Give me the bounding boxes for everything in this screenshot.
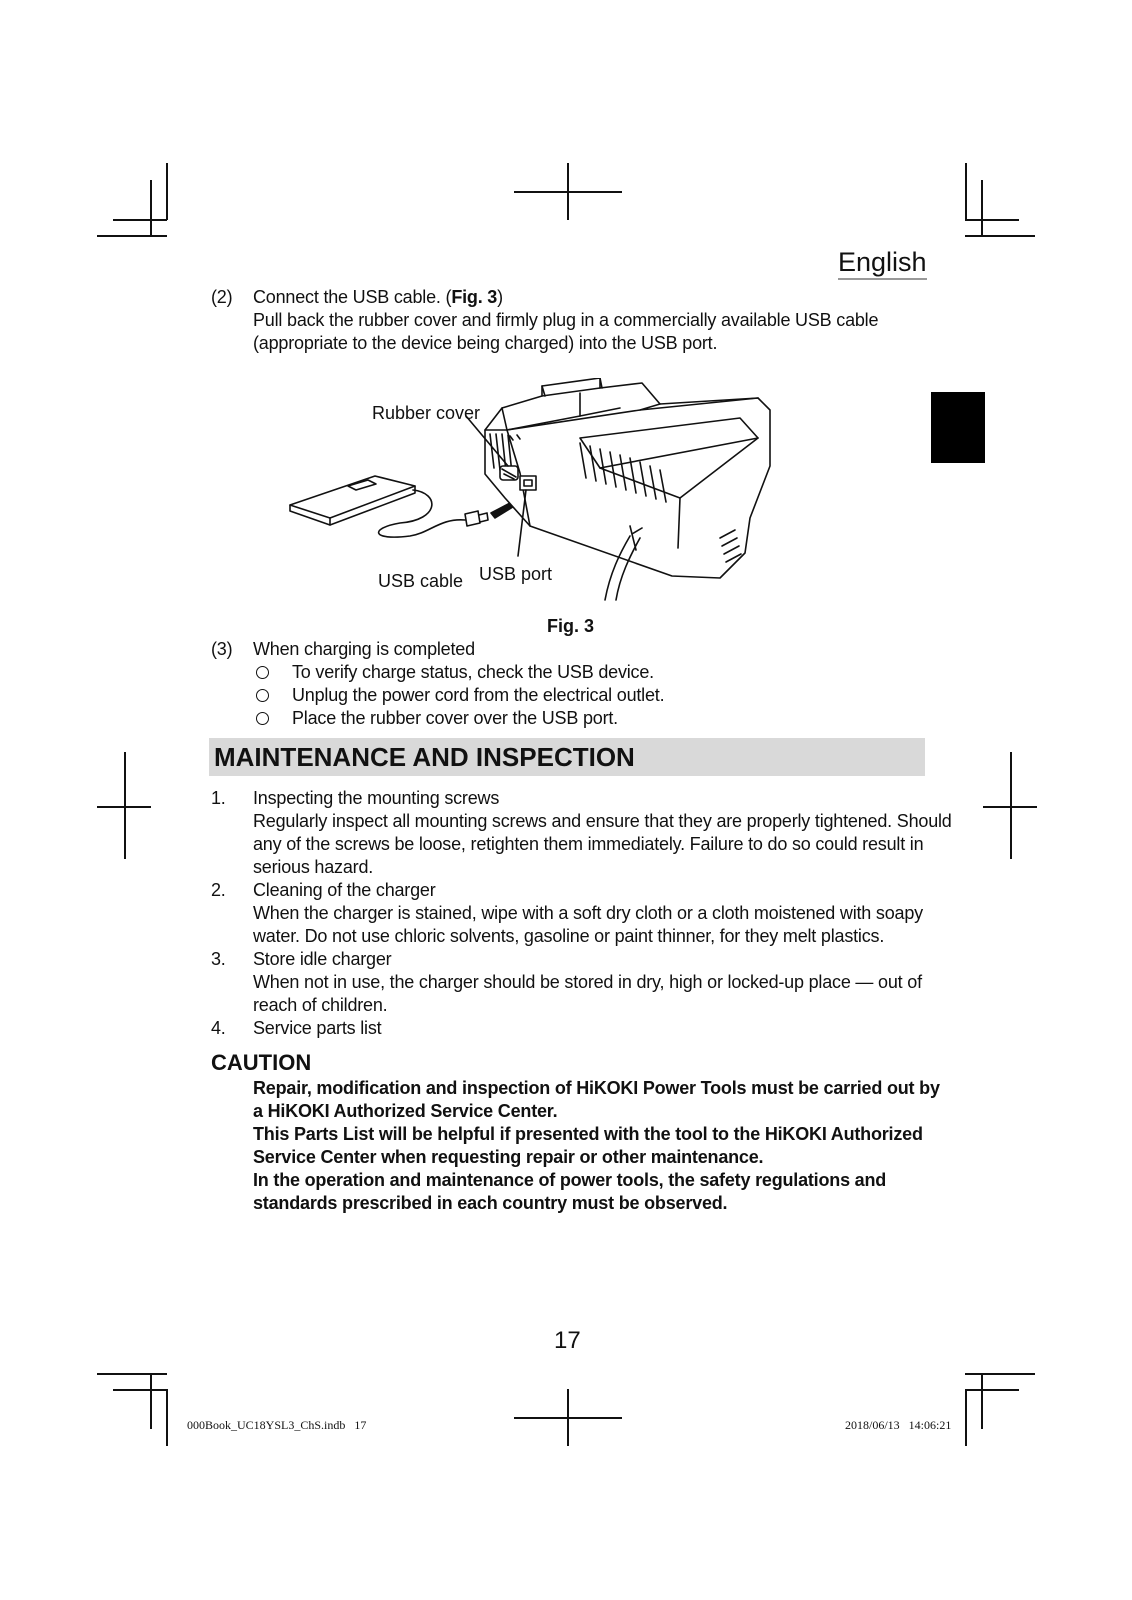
item-text-line: Regularly inspect all mounting screws and ensure that they are properly tightened. Should	[253, 811, 952, 831]
caution-heading: CAUTION	[211, 1050, 312, 1075]
step-2-text-line: Pull back the rubber cover and firmly plug in a commercially available USB cable	[253, 310, 879, 330]
item-title: Cleaning of the charger	[253, 880, 436, 900]
item-title: Service parts list	[253, 1018, 382, 1038]
language-label: English	[838, 246, 927, 280]
caution-text-line: a HiKOKI Authorized Service Center.	[253, 1101, 558, 1121]
step-3-bullet: Unplug the power cord from the electrical outlet.	[292, 685, 665, 705]
label-rubber-cover: Rubber cover	[372, 403, 481, 423]
caution-text-line: Service Center when requesting repair or other maintenance.	[253, 1147, 764, 1167]
page-number: 17	[554, 1327, 581, 1354]
bullet-circle-icon	[256, 666, 269, 679]
label-usb-port: USB port	[479, 564, 553, 584]
caution-text-line: In the operation and maintenance of power tools, the safety regulations and	[253, 1170, 887, 1190]
section-heading: MAINTENANCE AND INSPECTION	[214, 742, 635, 772]
item-text-line: any of the screws be loose, retighten them immediately. Failure to do so could result in	[253, 834, 924, 854]
caution-text-line: This Parts List will be helpful if presented with the tool to the HiKOKI Authorized	[253, 1124, 923, 1144]
section-heading-bar	[209, 738, 925, 776]
slug-timestamp: 2018/06/13 14:06:21	[845, 1418, 952, 1432]
step-2-text-line: (appropriate to the device being charged) into the USB port.	[253, 333, 718, 353]
item-title: Store idle charger	[253, 949, 392, 969]
step-2-number: (2)	[211, 287, 233, 307]
item-text-line: serious hazard.	[253, 857, 374, 877]
item-title: Inspecting the mounting screws	[253, 788, 500, 808]
caution-text-line: standards prescribed in each country must be observed.	[253, 1193, 728, 1213]
step-3-title: When charging is completed	[253, 639, 475, 659]
caution-text-line: Repair, modification and inspection of HiKOKI Power Tools must be carried out by	[253, 1078, 940, 1098]
item-number: 1.	[211, 788, 226, 808]
item-number: 3.	[211, 949, 226, 969]
item-text-line: When not in use, the charger should be stored in dry, high or locked-up place — out of	[253, 972, 922, 992]
section-tab-marker	[931, 392, 985, 463]
step-2-title: Connect the USB cable. (Fig. 3)	[253, 287, 503, 307]
label-usb-cable: USB cable	[378, 571, 464, 591]
slug-file-info: 000Book_UC18YSL3_ChS.indb 17	[187, 1418, 367, 1432]
bullet-circle-icon	[256, 689, 269, 702]
step-3-bullet: Place the rubber cover over the USB port.	[292, 708, 618, 728]
step-3-bullet: To verify charge status, check the USB device.	[292, 662, 654, 682]
bullet-circle-icon	[256, 712, 269, 725]
item-text-line: water. Do not use chloric solvents, gasoline or paint thinner, for they melt plastics.	[253, 926, 885, 946]
item-text-line: When the charger is stained, wipe with a soft dry cloth or a cloth moistened with soapy	[253, 903, 923, 923]
figure-caption: Fig. 3	[547, 616, 595, 636]
item-number: 4.	[211, 1018, 226, 1038]
step-3-number: (3)	[211, 639, 233, 659]
item-number: 2.	[211, 880, 226, 900]
item-text-line: reach of children.	[253, 995, 388, 1015]
